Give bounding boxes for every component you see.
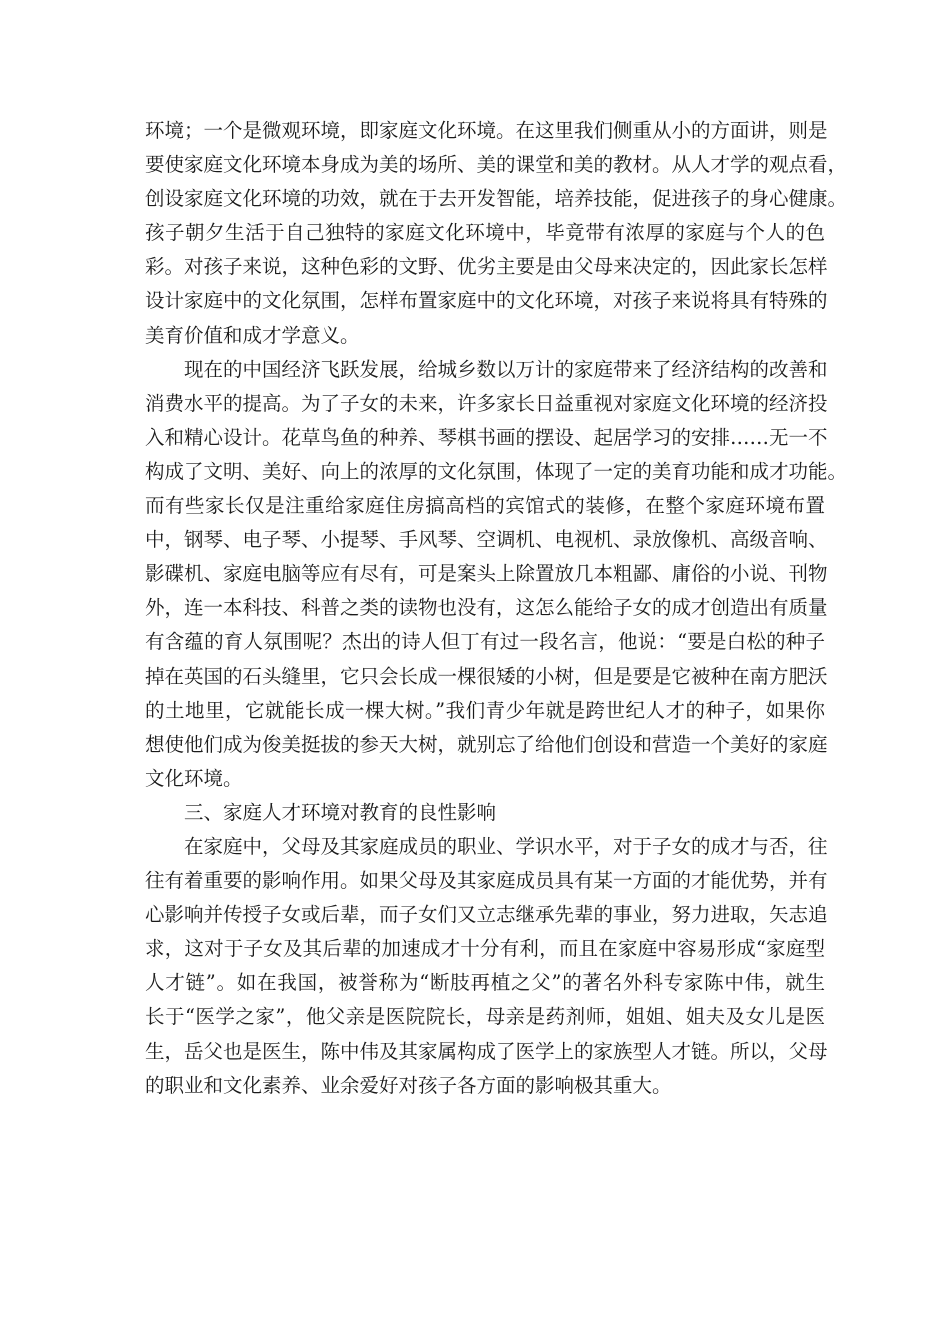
text-line: 环境；一个是微观环境，即家庭文化环境。在这里我们侧重从小的方面讲，则是 bbox=[145, 119, 828, 142]
text-line: 往有着重要的影响作用。如果父母及其家庭成员具有某一方面的才能优势，并有 bbox=[145, 869, 828, 893]
section-heading: 三、家庭人才环境对教育的良性影响 bbox=[184, 800, 497, 824]
text-line: 现在的中国经济飞跃发展，给城乡数以万计的家庭带来了经济结构的改善和 bbox=[184, 357, 828, 381]
text-line: 设计家庭中的文化氛围，怎样布置家庭中的文化环境，对孩子来说将具有特殊的 bbox=[145, 289, 828, 313]
text-line: 长于“医学之家”，他父亲是医院院长，母亲是药剂师，姐姐、姐夫及女儿是医 bbox=[145, 1005, 825, 1029]
text-line: 构成了文明、美好、向上的浓厚的文化氛围，体现了一定的美育功能和成才功能。 bbox=[145, 459, 848, 483]
text-line: 的职业和文化素养、业余爱好对孩子各方面的影响极其重大。 bbox=[145, 1073, 672, 1097]
text-line: 创设家庭文化环境的功效，就在于去开发智能，培养技能，促进孩子的身心健康。 bbox=[145, 187, 848, 211]
text-line: 心影响并传授子女或后辈，而子女们又立志继承先辈的事业，努力进取，矢志追 bbox=[145, 903, 828, 927]
text-line: 在家庭中，父母及其家庭成员的职业、学识水平，对于子女的成才与否，往 bbox=[184, 834, 828, 858]
body-text bbox=[145, 114, 848, 1103]
text-line: 孩子朝夕生活于自己独特的家庭文化环境中，毕竟带有浓厚的家庭与个人的色 bbox=[145, 221, 825, 245]
text-line: 入和精心设计。花草鸟鱼的种养、琴棋书画的摆设、起居学习的安排……无一不 bbox=[145, 425, 828, 449]
text-line: 生，岳父也是医生，陈中伟及其家属构成了医学上的家族型人才链。所以，父母 bbox=[145, 1039, 828, 1063]
text-line: 有含蕴的育人氛围呢？杰出的诗人但丁有过一段名言，他说：“要是白松的种子 bbox=[145, 630, 825, 654]
text-line: 美育价值和成才学意义。 bbox=[145, 323, 360, 347]
text-line: 掉在英国的石头缝里，它只会长成一棵很矮的小树，但是要是它被种在南方肥沃 bbox=[145, 664, 828, 688]
text-line: 中，钢琴、电子琴、小提琴、手风琴、空调机、电视机、录放像机、高级音响、 bbox=[145, 528, 828, 552]
text-line: 影碟机、家庭电脑等应有尽有，可是案头上除置放几本粗鄙、庸俗的小说、刊物 bbox=[145, 562, 828, 586]
text-line: 要使家庭文化环境本身成为美的场所、美的课堂和美的教材。从人才学的观点看， bbox=[145, 153, 848, 177]
text-line: 想使他们成为俊美挺拔的参天大树，就别忘了给他们创设和营造一个美好的家庭 bbox=[145, 732, 828, 756]
text-line: 彩。对孩子来说，这种色彩的文野、优劣主要是由父母来决定的，因此家长怎样 bbox=[145, 255, 828, 279]
text-line: 而有些家长仅是注重给家庭住房搞高档的宾馆式的装修，在整个家庭环境布置 bbox=[145, 494, 825, 518]
text-line: 文化环境。 bbox=[145, 766, 243, 790]
text-line: 求，这对于子女及其后辈的加速成才十分有利，而且在家庭中容易形成“家庭型 bbox=[145, 937, 825, 961]
text-line: 消费水平的提高。为了子女的未来，许多家长日益重视对家庭文化环境的经济投 bbox=[145, 391, 828, 415]
text-line: 外，连一本科技、科普之类的读物也没有，这怎么能给子女的成才创造出有质量 bbox=[145, 596, 828, 620]
text-line: 的土地里，它就能长成一棵大树。”我们青少年就是跨世纪人才的种子，如果你 bbox=[145, 698, 825, 722]
text-line: 人才链”。如在我国，被誉称为“断肢再植之父”的著名外科专家陈中伟，就生 bbox=[145, 971, 825, 995]
